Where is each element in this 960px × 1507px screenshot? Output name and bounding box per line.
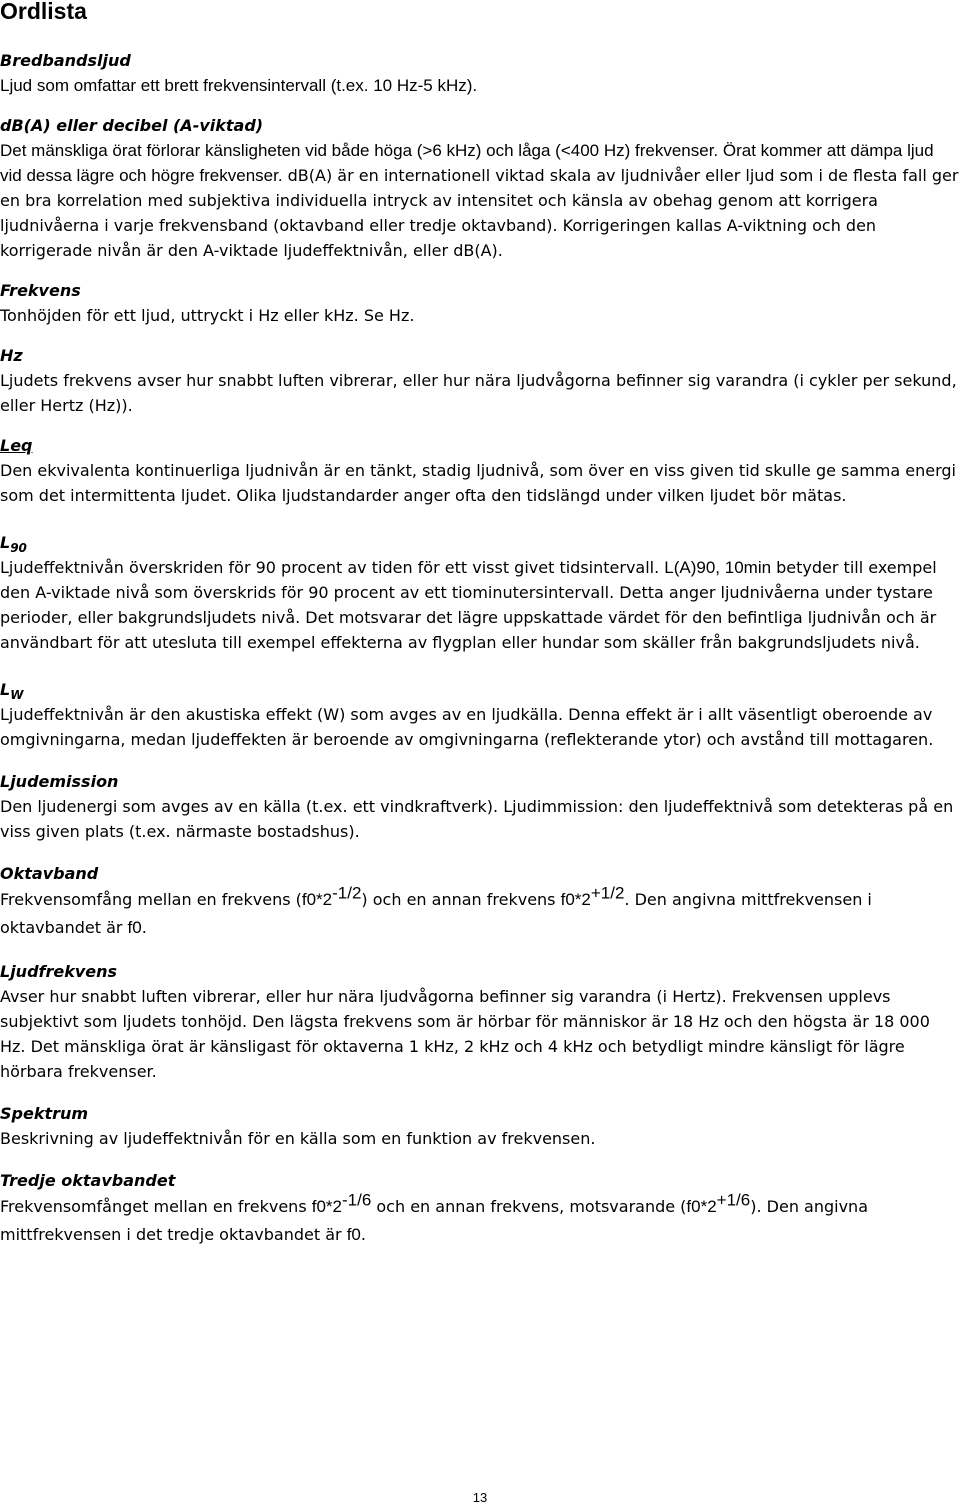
formula-exponent: -1/2 (332, 883, 362, 903)
formula-f0-2: f0*2 (560, 890, 591, 909)
definition-text-part2: betyder till exempel den A-viktade nivå som överskrids för 90 procent av ett tiominutersintervall. Detta anger ljudnivåerna under tystare perioder, eller bakgrundsljudets nivå. Det motsvarar det lägre uppskattade värdet för den befintliga ljudnivån och är användbart för att utesluta till exempel effekterna av flygplan eller hundar som skäller från bakgrundsljudets nivå. (0, 558, 937, 652)
term: Ljudemission (0, 772, 119, 791)
formula-f0: f0 (346, 1225, 361, 1244)
formula-exponent: +1/2 (590, 883, 625, 903)
term: Oktavband (0, 864, 99, 883)
glossary-entry-l90 (0, 530, 960, 655)
page-number: 13 (472, 1490, 488, 1505)
formula-f0-2: f0*2 (311, 1197, 342, 1216)
glossary-entry-ljudemission (0, 769, 960, 844)
term: dB(A) eller decibel (A-viktad) (0, 116, 264, 135)
definition: Avser hur snabbt luften vibrerar, eller hur nära ljudvågorna befinner sig varandra (i Hertz). Frekvensen upplevs subjektivt som ljudets tonhöjd. Den lägsta frekvens som är hörbar för människor är 18 Hz och den högsta är 18 000 Hz. Det mänskliga örat är känsligast för oktaverna 1 kHz, 2 kHz och 4 kHz och betydligt mindre känsligt för lägre hörbara frekvenser. (0, 987, 930, 1081)
term: Spektrum (0, 1104, 89, 1123)
glossary-entry-frekvens (0, 278, 960, 328)
definition: Den ekvivalenta kontinuerliga ljudnivån är en tänkt, stadig ljudnivå, som över en viss given tid skulle ge samma energi som det intermittenta ljudet. Olika ljudstandarder anger ofta den tidslängd under vilken ljudet bör mätas. (0, 461, 956, 505)
term-main: L (0, 680, 11, 699)
definition: Ljudeffektnivån är den akustiska effekt (W) som avges av en ljudkälla. Denna effekt är i allt väsentligt oberoende av omgivningarna, medan ljudeffekten är beroende av omgivningarna (reflekterande ytor) och avstånd till mottagaren. (0, 705, 934, 749)
definition (0, 73, 960, 98)
formula-f0-2: f0*2 (301, 890, 333, 909)
definition-text-b: ) och en annan frekvens (361, 890, 561, 909)
term-subscript: W (10, 688, 24, 703)
definition (0, 883, 960, 942)
definition-text-d: . (360, 1225, 366, 1244)
formula-exponent: -1/6 (342, 1190, 372, 1210)
glossary-entry-oktavband (0, 861, 960, 942)
definition: Beskrivning av ljudeffektnivån för en källa som en funktion av frekvensen. (0, 1129, 596, 1148)
term: Hz (0, 346, 23, 365)
glossary-entry-bredbandsljud (0, 48, 960, 98)
definition: Den ljudenergi som avges av en källa (t.ex. ett vindkraftverk). Ljudimmission: den ljudeffektnivå som detekteras på en viss given plats (t.ex. närmaste bostadshus). (0, 797, 954, 841)
glossary-entry-hz (0, 343, 960, 418)
definition (0, 1190, 960, 1249)
definition-text-c: ). Den angivna mittfrekvensen i det tredje oktavbandet är (0, 1197, 868, 1244)
formula-f0: f0 (127, 918, 142, 937)
term-subscript: 90 (10, 541, 27, 556)
definition-text-d: . (141, 918, 147, 937)
term (0, 677, 960, 702)
glossary-entry-dba (0, 113, 960, 263)
glossary-entry-tredje-oktavbandet (0, 1168, 960, 1249)
glossary-entry-leq (0, 433, 960, 508)
term (0, 530, 960, 555)
term-main: L (0, 533, 11, 552)
definition-text-part2: dB(A) är en internationell viktad skala av ljudnivåer eller ljud som i de flesta fall ger en bra korrelation med subjektiva individuella intryck av intensitet och känsla av obehag genom att korrigera ljudnivåerna i varje frekvensband (oktavband eller tredje oktavband). Korrigeringen kallas A-viktning och den korrigerade nivån är den A-viktade ljudeffektnivån, eller dB(A). (0, 166, 959, 260)
definition (0, 138, 960, 263)
definition-symbol: L(A)90, 10min (664, 558, 772, 577)
term: Ljudfrekvens (0, 962, 118, 981)
definition: Ljudets frekvens avser hur snabbt luften vibrerar, eller hur nära ljudvågorna befinner sig varandra (i cykler per sekund, eller Hertz (Hz)). (0, 371, 957, 415)
term: Bredbandsljud (0, 51, 131, 70)
definition-text-b: och en annan frekvens, motsvarande ( (371, 1197, 687, 1216)
formula-exponent: +1/6 (716, 1190, 751, 1210)
definition-text-part1: Ljudeffektnivån överskriden för 90 procent av tiden för ett visst givet tidsintervall. (0, 558, 665, 577)
term: Tredje oktavbandet (0, 1171, 176, 1190)
page-title: Ordlista (0, 0, 87, 24)
term: Frekvens (0, 281, 81, 300)
definition-text-a: Frekvensomfånget mellan en frekvens (0, 1197, 312, 1216)
definition (0, 555, 960, 655)
definition-text-a: Frekvensomfång mellan en frekvens ( (0, 890, 302, 909)
term: Leq (0, 436, 33, 455)
glossary-entry-lw (0, 677, 960, 752)
definition-text-part1: Det mänskliga örat förlorar känsligheten vid både höga (>6 kHz) och låga (<400 Hz) frekvenser. Örat kommer att dämpa ljud vid dessa lägre och högre frekvenser. (0, 141, 934, 185)
glossary-entry-ljudfrekvens (0, 959, 960, 1084)
glossary (0, 48, 960, 1249)
definition: Tonhöjden för ett ljud, uttryckt i Hz eller kHz. Se Hz. (0, 306, 415, 325)
formula-f0-2: f0*2 (686, 1197, 717, 1216)
definition-text-c: . Den angivna mittfrekvensen i oktavbandet är (0, 890, 872, 937)
glossary-entry-spektrum (0, 1101, 960, 1151)
definition-text: Ljud som omfattar ett brett frekvensintervall (t.ex. 10 Hz-5 kHz). (0, 76, 478, 95)
